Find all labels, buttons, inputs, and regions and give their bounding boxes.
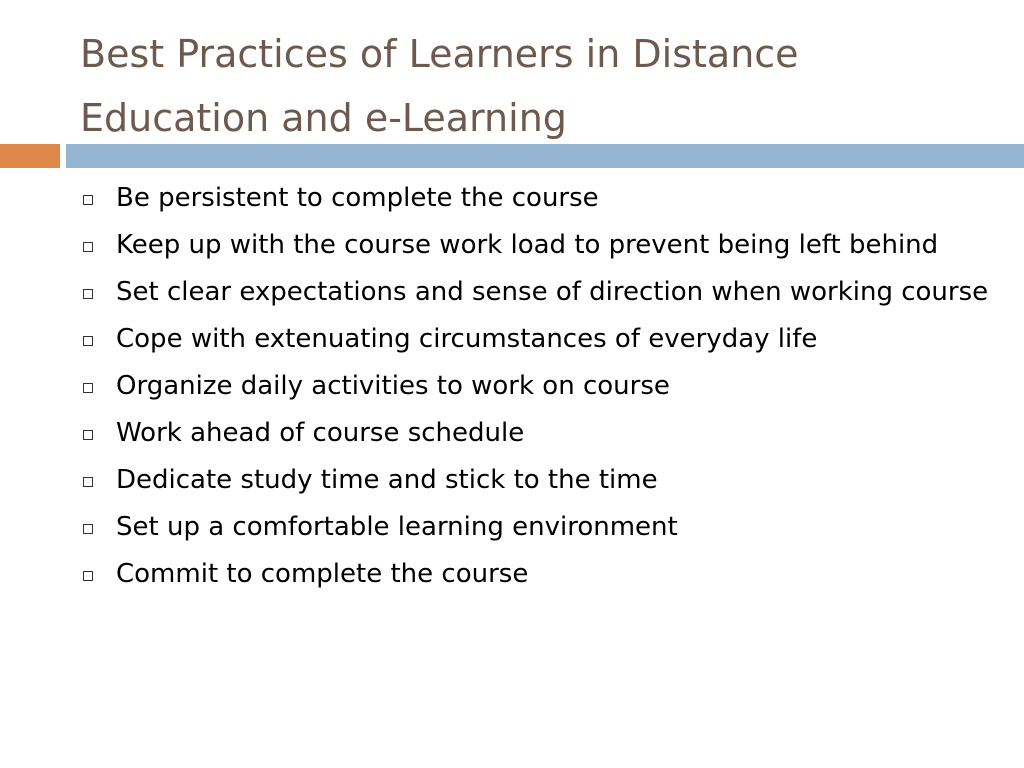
list-item-text: Be persistent to complete the course [116, 183, 599, 213]
list-item-text: Cope with extenuating circumstances of everyday life [116, 324, 818, 354]
title-rule-orange [0, 144, 60, 168]
bullet-list [80, 180, 990, 603]
list-item [80, 227, 990, 264]
list-item [80, 462, 990, 499]
list-item-text: Keep up with the course work load to prevent being left behind [116, 230, 939, 260]
square-bullet-icon [83, 195, 93, 205]
square-bullet-icon [83, 477, 93, 487]
square-bullet-icon [83, 242, 93, 252]
list-item [80, 321, 990, 358]
list-item [80, 415, 990, 452]
list-item-text: Organize daily activities to work on course [116, 371, 670, 401]
list-item-text: Work ahead of course schedule [116, 418, 525, 448]
list-item [80, 274, 990, 311]
square-bullet-icon [83, 289, 93, 299]
list-item [80, 180, 990, 217]
list-item-text: Commit to complete the course [116, 559, 529, 589]
list-item-text: Set clear expectations and sense of direction when working course [116, 277, 989, 307]
list-item [80, 368, 990, 405]
slide-title: Best Practices of Learners in Distance Education and e-Learning [80, 32, 799, 140]
list-item [80, 556, 990, 593]
list-item-text: Set up a comfortable learning environment [116, 512, 678, 542]
square-bullet-icon [83, 524, 93, 534]
square-bullet-icon [83, 571, 93, 581]
square-bullet-icon [83, 383, 93, 393]
list-item [80, 509, 990, 546]
square-bullet-icon [83, 336, 93, 346]
square-bullet-icon [83, 430, 93, 440]
list-item-text: Dedicate study time and stick to the time [116, 465, 658, 495]
title-rule-blue [66, 144, 1024, 168]
